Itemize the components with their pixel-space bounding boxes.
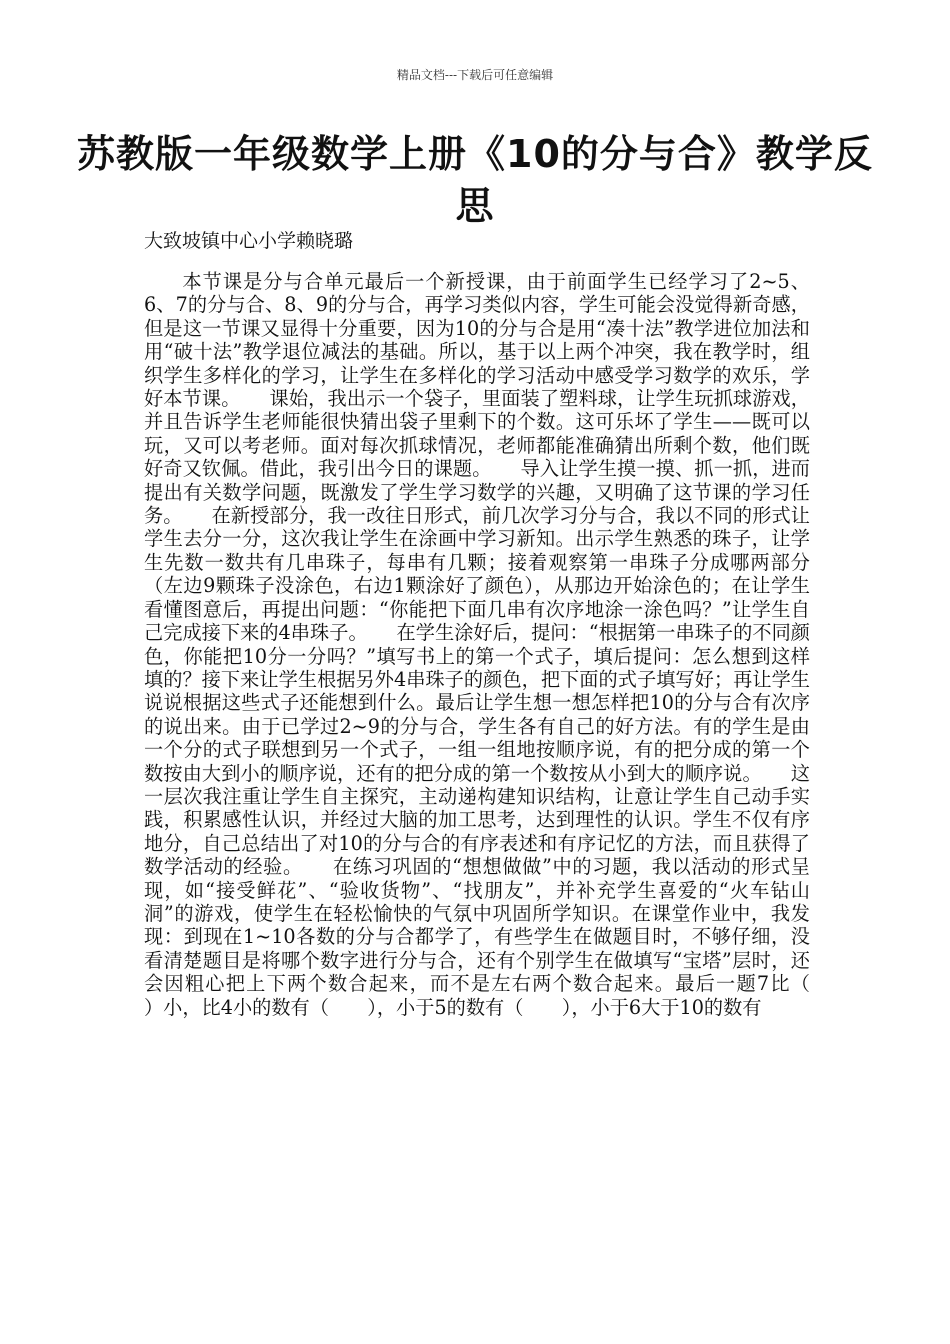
body-paragraph: 本节课是分与合单元最后一个新授课，由于前面学生已经学习了2~5、6、7的分与合、8、9的分与合，再学习类似内容，学生可能会没觉得新奇感，但是这一节课又显得十分重要，因为10的分与合是用“凑十法”教学进位加法和用“破十法”教学退位减法的基础。所以，基于以上两个冲突，我在教学时，组织学生多样化的学习，让学生在多样化的学习活动中感受学习数学的欢乐，学好本节课。 课始，我出示一个袋子，里面装了塑料球，让学生玩抓球游戏，并且告诉学生老师能很快猜出袋子里剩下的个数。这可乐坏了学生——既可以玩，又可以考老师。面对每次抓球情况，老师都能准确猜出所剩个数，他们既好奇又钦佩。借此，我引出今日的课题。 导入让学生摸一摸、抓一抓，进而提出有关数学问题，既激发了学生学习数学的兴趣，又明确了这节课的学习任务。 在新授部分，我一改往日形式，前几次学习分与合，我以不同的形式让学生去分一分，这次我让学生在涂画中学习新知。出示学生熟悉的珠子，让学生先数一数共有几串珠子，每串有几颗；接着观察第一串珠子分成哪两部分（左边9颗珠子没涂色，右边1颗涂好了颜色），从那边开始涂色的；在让学生看懂图意后，再提出问题：“你能把下面几串有次序地涂一涂色吗？”让学生自己完成接下来的4串珠子。 在学生涂好后，提问：“根据第一串珠子的不同颜色，你能把10分一分吗？”填写书上的第一个式子，填后提问：怎么想到这样填的？接下来让学生根据另外4串珠子的颜色，把下面的式子填写好；再让学生说说根据这些式子还能想到什么。最后让学生想一想怎样把10的分与合有次序的说出来。由于已学过2~9的分与合，学生各有自己的好方法。有的学生是由一个分的式子联想到另一个式子，一组一组地按顺序说，有的把分成的第一个数按由大到小的顺序说，还有的把分成的第一个数按从小到大的顺序说。 这一层次我注重让学生自主探究，主动递构建知识结构，让意让学生自己动手实践，积累感性认识，并经过大脑的加工思考，达到理性的认识。学生不仅有序地分，自己总结出了对10的分与合的有序表述和有序记忆的方法，而且获得了数学活动的经验。 在练习巩固的“想想做做”中的习题，我以活动的形式呈现，如“接受鲜花”、“验收货物”、“找朋友”，并补充学生喜爱的“火车钻山洞”的游戏，使学生在轻松愉快的气氛中巩固所学知识。在课堂作业中，我发现：到现在1~10各数的分与合都学了，有些学生在做题目时，不够仔细，没看清楚题目是将哪个数字进行分与合，还有个别学生在做填写“宝塔”层时，还会因粗心把上下两个数合起来，而不是左右两个数合起来。最后一题7比（ ）小，比4小的数有（ ），小于5的数有（ ），小于6大于10的数有 [144, 270, 868, 1019]
author-line: 大致坡镇中心小学赖晓璐 [144, 230, 354, 252]
document-title: 苏教版一年级数学上册《10的分与合》教学反思 [77, 132, 873, 228]
page-header-note: 精品文档---下载后可任意编辑 [396, 68, 554, 82]
